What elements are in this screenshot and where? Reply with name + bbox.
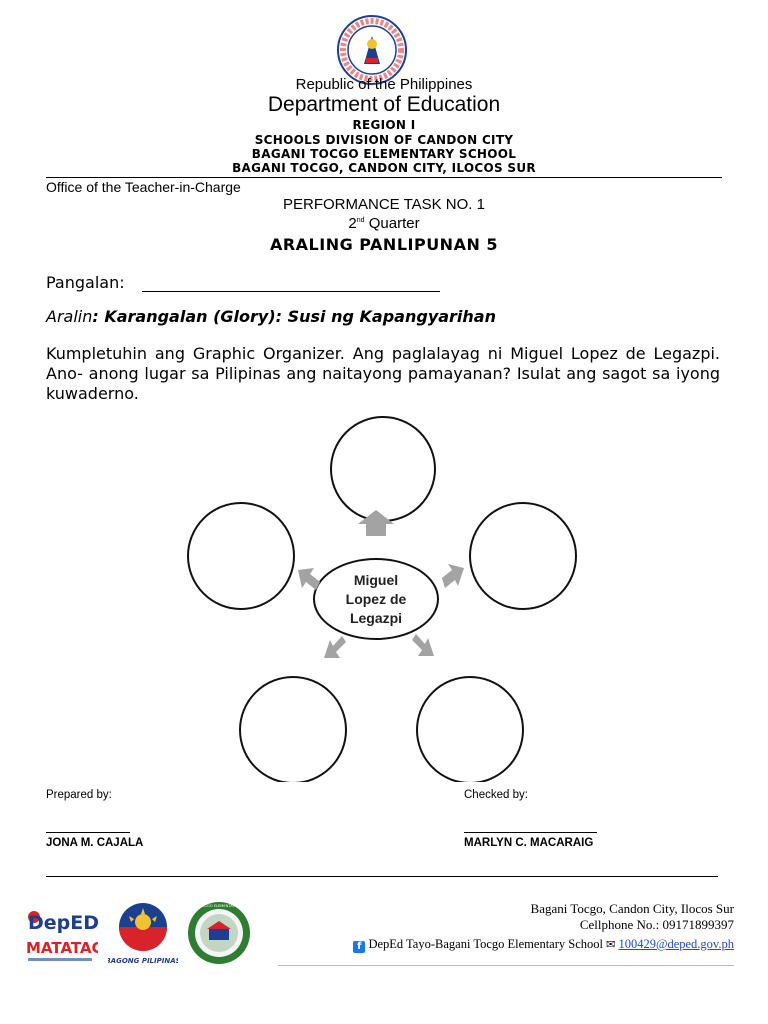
aralin-label: Aralin	[46, 307, 93, 326]
arrow-down-left-icon	[324, 636, 346, 658]
region-line: REGION I	[352, 118, 416, 132]
facebook-page[interactable]: DepEd Tayo-Bagani Tocgo Elementary School	[368, 937, 603, 951]
answer-circle-bottom-left[interactable]	[240, 677, 346, 782]
footer-bottom-rule	[278, 965, 734, 966]
answer-circle-bottom-right[interactable]	[417, 677, 523, 782]
school-line: BAGANI TOCGO ELEMENTARY SCHOOL	[251, 147, 517, 161]
prepared-label: Prepared by:	[46, 789, 112, 801]
answer-circle-right[interactable]	[470, 503, 576, 609]
facebook-icon: f	[353, 941, 365, 953]
answer-circle-left[interactable]	[188, 503, 294, 609]
quarter-suffix: nd	[356, 217, 365, 224]
deped-logo-top: DepED	[28, 912, 98, 934]
name-label: Pangalan:	[46, 273, 125, 292]
arrow-left-icon	[298, 568, 320, 590]
footer-social	[353, 937, 734, 953]
task-title: PERFORMANCE TASK NO. 1	[283, 196, 485, 213]
center-label-line1: Miguel	[353, 572, 399, 588]
deped-matatag-logo	[24, 903, 98, 967]
republic-line: Republic of the Philippines	[295, 76, 473, 93]
footer-divider	[46, 876, 718, 877]
subject-title: ARALING PANLIPUNAN 5	[269, 235, 499, 254]
cellphone-number: 09171899397	[662, 917, 734, 932]
arrow-down-right-icon	[412, 634, 434, 656]
center-label-line3: Legazpi	[349, 610, 403, 626]
checked-name: MARLYN C. MACARAIG	[464, 837, 594, 849]
quarter-word: Quarter	[368, 215, 420, 232]
email-link[interactable]: 100429@deped.gov.ph	[618, 937, 734, 951]
address-line: BAGANI TOCGO, CANDON CITY, ILOCOS SUR	[232, 161, 536, 175]
arrow-right-icon	[442, 564, 464, 588]
quarter-line	[0, 215, 768, 232]
deped-logo-bottom: MATATAG	[26, 939, 98, 957]
bagong-pilipinas-logo	[108, 900, 178, 968]
school-seal-text: BAGANI TOCGO ELEMENTARY SCHOOL	[186, 904, 252, 908]
prepared-signature-line	[46, 832, 130, 833]
name-input-line[interactable]	[142, 291, 440, 292]
footer-cellphone	[580, 917, 734, 933]
cellphone-label: Cellphone No.:	[579, 917, 660, 932]
footer-address: Bagani Tocgo, Candon City, Ilocos Sur	[530, 901, 734, 916]
quarter-number: 2	[348, 215, 357, 232]
prepared-name: JONA M. CAJALA	[46, 837, 144, 849]
division-line: SCHOOLS DIVISION OF CANDON CITY	[254, 133, 514, 147]
school-seal-logo	[186, 900, 252, 966]
aralin-title: : Karangalan (Glory): Susi ng Kapangyarihan	[92, 307, 496, 326]
checked-signature-line	[464, 832, 597, 833]
header-divider	[46, 177, 722, 178]
graphic-organizer	[180, 412, 600, 782]
answer-circle-top[interactable]	[331, 417, 435, 521]
center-label-line2: Lopez de	[345, 591, 407, 607]
aralin-line	[46, 307, 496, 326]
office-line: Office of the Teacher-in-Charge	[46, 179, 241, 195]
instructions-text: Kumpletuhin ang Graphic Organizer. Ang paglalayag ni Miguel Lopez de Legazpi. Ano- anong lugar sa Pilipinas ang naitayong pamayanan? Isulat ang sagot sa iyong kuwaderno.	[46, 344, 720, 403]
checked-label: Checked by:	[464, 789, 528, 801]
department-title: Department of Education	[267, 93, 501, 116]
email-icon: ✉	[606, 938, 616, 951]
bagong-pilipinas-text: BAGONG PILIPINAS	[108, 957, 178, 965]
